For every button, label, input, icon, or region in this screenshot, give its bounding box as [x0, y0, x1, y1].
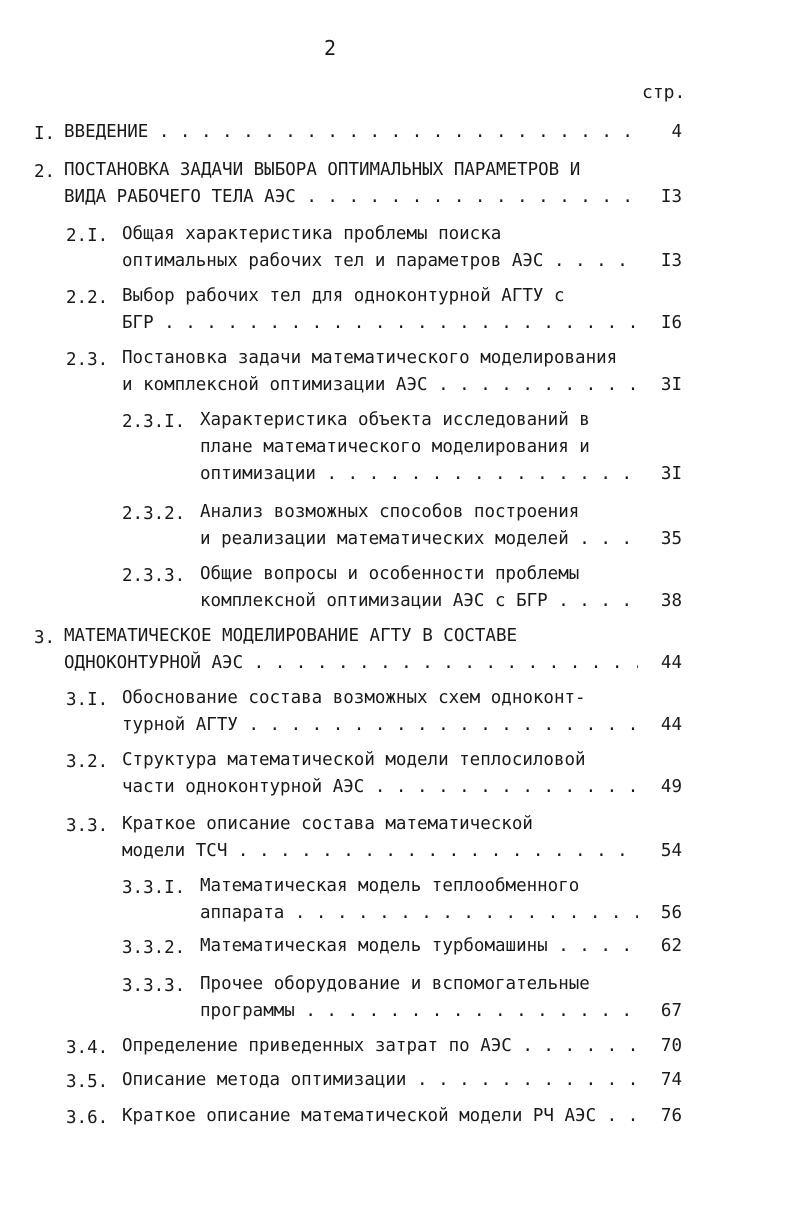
- toc-entry-number: 2.3.I.: [122, 412, 186, 432]
- toc-entry-title-line: Прочее оборудование и вспомогательные: [200, 974, 590, 994]
- toc-entry-number: 2.: [34, 162, 56, 182]
- toc-entry-number: 3.3.2.: [122, 938, 186, 958]
- toc-entry-title-line: плане математического моделирования и: [200, 437, 590, 457]
- toc-entry-number: 2.2.: [66, 288, 109, 308]
- toc-entry-title-line: Анализ возможных способов построения: [200, 502, 580, 522]
- toc-entry-title-line: Обоснование состава возможных схем одноконт-: [122, 688, 586, 708]
- toc-entry-number: 3.4.: [66, 1038, 109, 1058]
- toc-entry-number: 2.3.2.: [122, 504, 186, 524]
- toc-entry-title-line: турной АГТУ . . .: [122, 713, 638, 737]
- toc-entry-number: 3.I.: [66, 690, 109, 710]
- toc-entry-number: 3.3.3.: [122, 976, 186, 996]
- toc-entry-number: 3.2.: [66, 752, 109, 772]
- toc-entry-title-line: Общая характеристика проблемы поиска: [122, 224, 502, 244]
- toc-entry-number: 3.: [34, 628, 56, 648]
- toc-entry-title-line: части одноконтурной АЭС . . .: [122, 775, 638, 799]
- toc-entry-title-line: Краткое описание математической модели РЧ АЭС . . .: [122, 1104, 638, 1128]
- toc-entry-title-line: Математическая модель теплообменного: [200, 876, 580, 896]
- toc-entry-title-line: БГР . . .: [122, 311, 638, 335]
- toc-entry-number: 2.3.3.: [122, 566, 186, 586]
- toc-entry-title-line: МАТЕМАТИЧЕСКОЕ МОДЕЛИРОВАНИЕ АГТУ В СОСТАВЕ: [64, 626, 518, 646]
- toc-entry-page: 54: [660, 841, 682, 861]
- toc-entry-number: 3.3.: [66, 816, 109, 836]
- toc-entry-page: 74: [660, 1070, 682, 1090]
- toc-entry-title-line: Математическая модель турбомашины . . .: [200, 934, 638, 958]
- toc-entry-title-line: Структура математической модели теплосиловой: [122, 750, 586, 770]
- toc-entry-page: 44: [660, 715, 682, 735]
- toc-entry-page: 76: [660, 1106, 682, 1126]
- toc-entry-title-line: ВВЕДЕНИЕ . . .: [64, 120, 638, 144]
- toc-entry-title-line: Описание метода оптимизации . . .: [122, 1068, 638, 1092]
- toc-entry-title-line: ОДНОКОНТУРНОЙ АЭС . . .: [64, 651, 638, 675]
- toc-entry-title-line: комплексной оптимизации АЭС с БГР . . .: [200, 589, 638, 613]
- toc-entry-number: I.: [34, 124, 56, 144]
- page-column-label: стр.: [642, 82, 686, 103]
- toc-entry-page: 67: [660, 1001, 682, 1021]
- toc-entry-title-line: оптимизации . . .: [200, 462, 638, 486]
- toc-entry-page: I6: [660, 313, 682, 333]
- toc-entry-title-line: и реализации математических моделей . . .: [200, 527, 638, 551]
- toc-entry-title-line: модели ТСЧ . . .: [122, 839, 638, 863]
- toc-entry-title-line: оптимальных рабочих тел и параметров АЭС . . .: [122, 249, 638, 273]
- toc-entry-page: 3I: [660, 464, 682, 484]
- toc-entry-page: 4: [671, 122, 682, 142]
- toc-entry-number: 3.3.I.: [122, 878, 186, 898]
- toc-entry-page: 56: [660, 903, 682, 923]
- toc-entry-title-line: ВИДА РАБОЧЕГО ТЕЛА АЭС . . .: [64, 185, 638, 209]
- toc-entry-page: I3: [660, 187, 682, 207]
- toc-entry-title-line: программы . . .: [200, 999, 638, 1023]
- toc-entry-number: 2.3.: [66, 350, 109, 370]
- toc-entry-title-line: и комплексной оптимизации АЭС . . .: [122, 373, 638, 397]
- toc-entry-number: 3.6.: [66, 1108, 109, 1128]
- toc-entry-title-line: Определение приведенных затрат по АЭС . . .: [122, 1034, 638, 1058]
- toc-entry-page: 49: [660, 777, 682, 797]
- toc-entry-page: 35: [660, 529, 682, 549]
- toc-entry-number: 2.I.: [66, 226, 109, 246]
- toc-entry-page: 44: [660, 653, 682, 673]
- toc-entry-page: I3: [660, 251, 682, 271]
- toc-entry-page: 3I: [660, 375, 682, 395]
- toc-entry-title-line: Краткое описание состава математической: [122, 814, 533, 834]
- toc-entry-title-line: Общие вопросы и особенности проблемы: [200, 564, 580, 584]
- toc-entry-number: 3.5.: [66, 1072, 109, 1092]
- toc-entry-title-line: аппарата . . .: [200, 901, 638, 925]
- toc-entry-title-line: Выбор рабочих тел для одноконтурной АГТУ с: [122, 286, 565, 306]
- page-number: 2: [324, 36, 337, 60]
- toc-entry-page: 62: [660, 936, 682, 956]
- toc-entry-title-line: Характеристика объекта исследований в: [200, 410, 590, 430]
- toc-entry-title-line: Постановка задачи математического моделирования: [122, 348, 618, 368]
- toc-entry-page: 70: [660, 1036, 682, 1056]
- toc-entry-page: 38: [660, 591, 682, 611]
- toc-entry-title-line: ПОСТАНОВКА ЗАДАЧИ ВЫБОРА ОПТИМАЛЬНЫХ ПАРАМЕТРОВ И: [64, 160, 581, 180]
